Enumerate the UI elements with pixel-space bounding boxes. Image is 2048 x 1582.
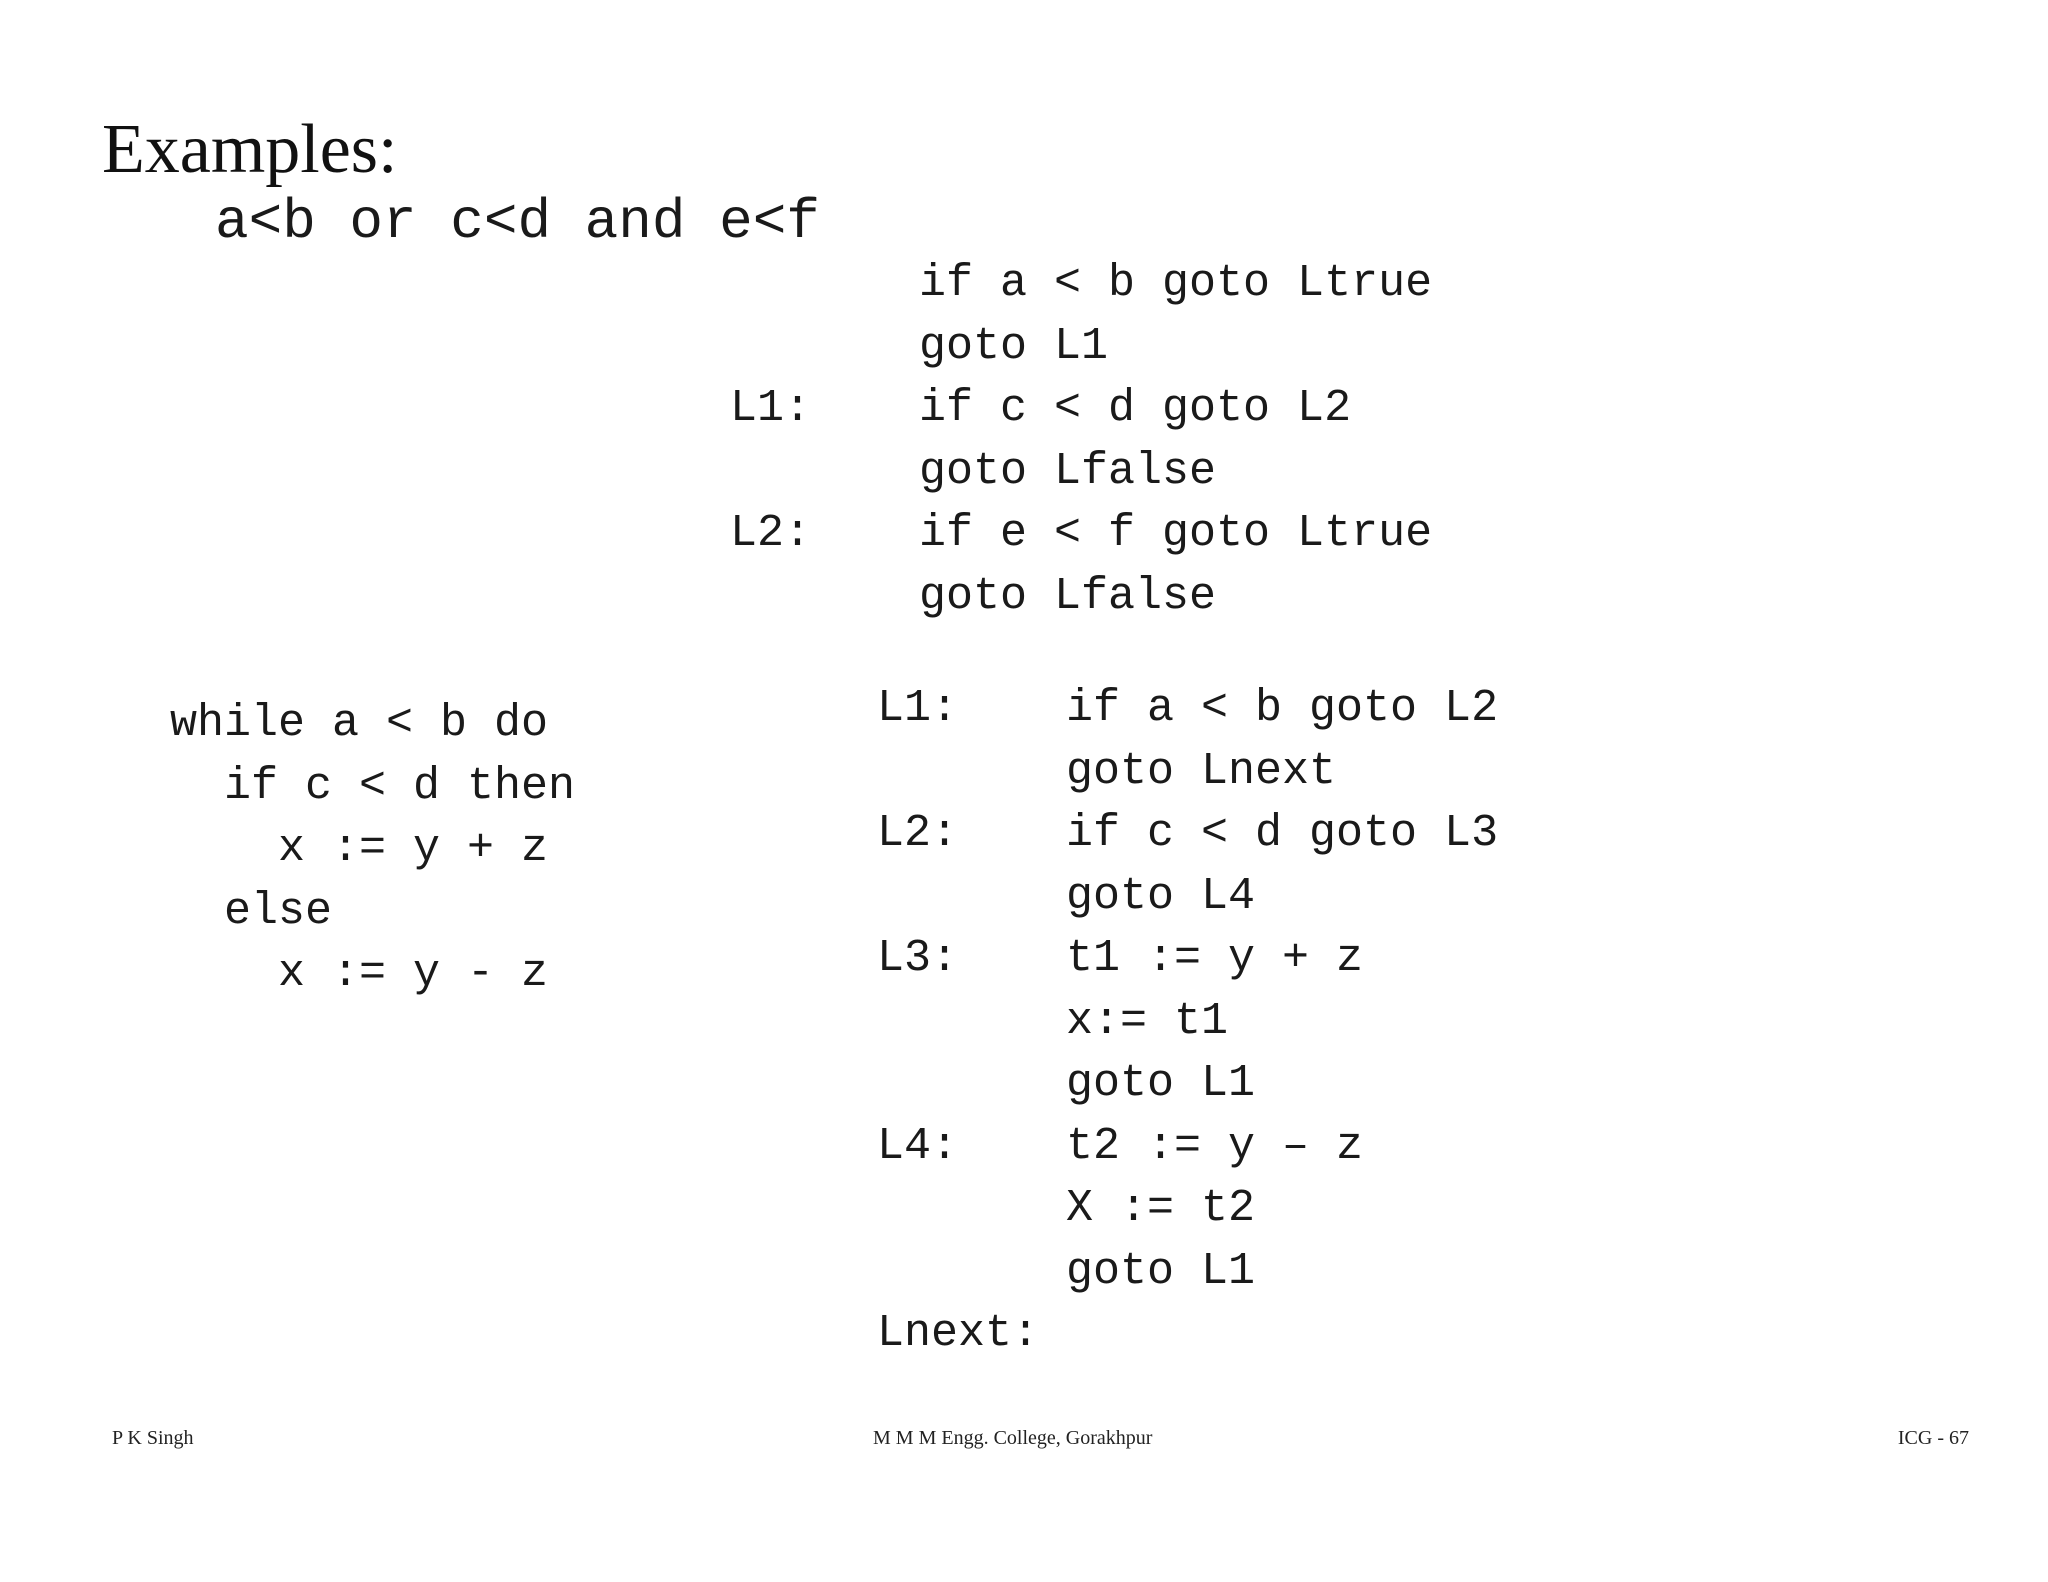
code-label: L1: bbox=[877, 683, 959, 734]
code-line bbox=[877, 866, 1498, 929]
code-instruction: goto L1 bbox=[919, 320, 1109, 372]
code-instruction: if e < f goto Ltrue bbox=[919, 508, 1433, 559]
code-instruction: goto L4 bbox=[1066, 870, 1256, 922]
footer-institution: M M M Engg. College, Gorakhpur bbox=[873, 1427, 1153, 1449]
code-line bbox=[730, 316, 1432, 379]
expression-three-address-code bbox=[730, 253, 1432, 628]
code-label: L4: bbox=[877, 1120, 959, 1172]
code-instruction: t1 := y + z bbox=[1066, 933, 1364, 984]
code-instruction: if c < d goto L3 bbox=[1066, 808, 1499, 859]
code-line bbox=[877, 991, 1498, 1054]
code-label: Lnext: bbox=[877, 1308, 1040, 1359]
code-instruction: goto L1 bbox=[1066, 1245, 1256, 1297]
code-line bbox=[877, 803, 1498, 866]
source-line: x := y + z bbox=[170, 823, 549, 874]
code-instruction: t2 := y – z bbox=[1066, 1120, 1364, 1172]
code-instruction: if c < d goto L2 bbox=[919, 383, 1352, 434]
code-label: L1: bbox=[730, 383, 812, 434]
code-instruction: goto Lfalse bbox=[919, 445, 1217, 497]
code-line bbox=[877, 1241, 1498, 1304]
code-line bbox=[730, 441, 1432, 504]
source-line: if c < d then bbox=[170, 760, 576, 812]
code-instruction: if a < b goto L2 bbox=[1066, 683, 1499, 734]
code-label: L3: bbox=[877, 933, 959, 984]
source-line: else bbox=[170, 885, 333, 937]
footer-author: P K Singh bbox=[112, 1427, 194, 1449]
code-line bbox=[730, 378, 1432, 441]
code-instruction: goto Lnext bbox=[1066, 745, 1337, 797]
code-label: L2: bbox=[730, 508, 812, 559]
loop-three-address-code bbox=[877, 678, 1498, 1366]
code-line bbox=[730, 566, 1432, 629]
slide-title: Examples: bbox=[102, 111, 398, 188]
code-line bbox=[877, 928, 1498, 991]
code-line bbox=[730, 253, 1432, 316]
code-instruction: if a < b goto Ltrue bbox=[919, 258, 1433, 309]
code-line bbox=[877, 1116, 1498, 1179]
code-line bbox=[877, 678, 1498, 741]
code-line bbox=[877, 741, 1498, 804]
code-line bbox=[730, 503, 1432, 566]
source-code-block bbox=[170, 693, 575, 1006]
source-line: while a < b do bbox=[170, 698, 549, 749]
source-line: x := y - z bbox=[170, 948, 549, 999]
footer-page-number: ICG - 67 bbox=[1897, 1427, 1969, 1449]
code-instruction: goto Lfalse bbox=[919, 570, 1217, 622]
code-label: L2: bbox=[877, 808, 959, 859]
code-instruction: goto L1 bbox=[1066, 1058, 1256, 1109]
code-line bbox=[877, 1303, 1498, 1366]
code-line bbox=[877, 1053, 1498, 1116]
boolean-expression: a<b or c<d and e<f bbox=[215, 190, 820, 254]
code-instruction: x:= t1 bbox=[1066, 995, 1229, 1047]
code-instruction: X := t2 bbox=[1066, 1183, 1256, 1234]
code-line bbox=[877, 1178, 1498, 1241]
